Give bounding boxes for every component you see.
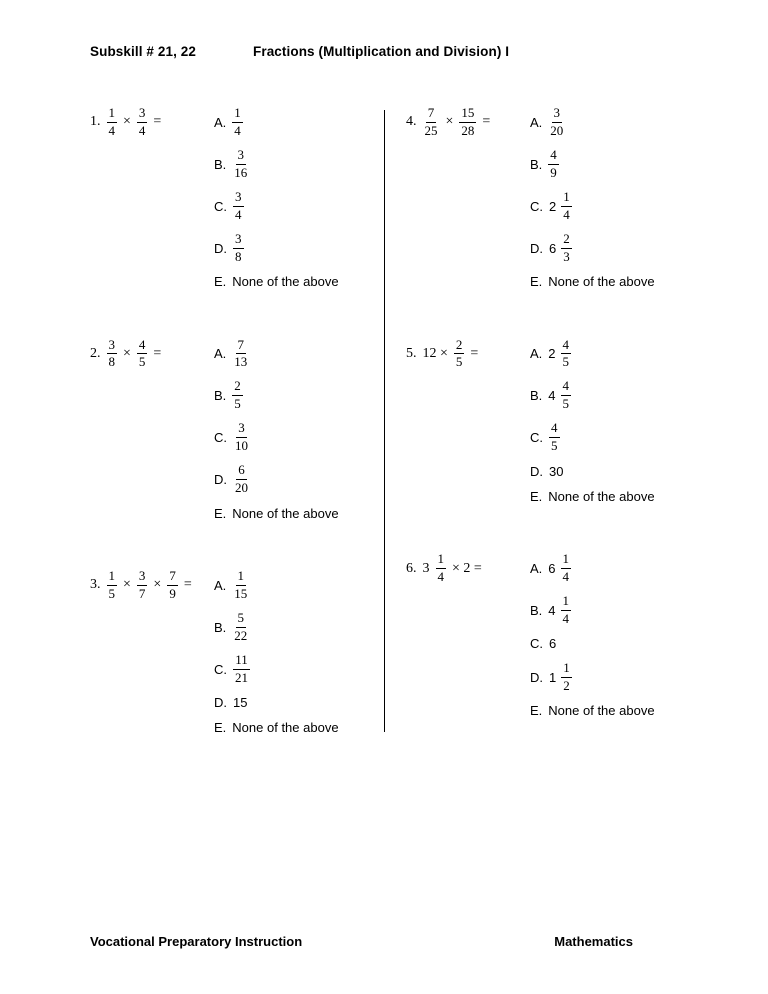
fraction-numerator: 7 — [426, 106, 437, 123]
fraction-denominator: 8 — [108, 354, 115, 370]
question-6 — [406, 552, 744, 719]
question-options — [530, 552, 655, 719]
fraction-numerator: 6 — [236, 463, 247, 480]
fraction-denominator: 5 — [455, 354, 463, 370]
option-value — [233, 190, 244, 223]
fraction-numerator: 1 — [107, 106, 118, 123]
footer-left-text: Vocational Preparatory Instruction — [90, 934, 303, 949]
fraction-numerator: 15 — [459, 106, 476, 123]
option-value — [548, 489, 654, 504]
option-label: A. — [530, 114, 543, 130]
answer-option — [530, 636, 655, 652]
fraction-denominator: 10 — [235, 438, 248, 454]
fraction-denominator: 5 — [562, 354, 570, 370]
answer-option — [530, 594, 655, 627]
answer-option — [214, 274, 339, 290]
option-label: B. — [530, 156, 543, 172]
option-value — [232, 106, 243, 139]
fraction-numerator: 1 — [107, 569, 118, 586]
fraction — [167, 569, 178, 602]
answer-option — [214, 421, 339, 454]
text-token: 12 × — [422, 345, 448, 361]
option-label: A. — [214, 346, 227, 362]
text-token: × — [123, 345, 131, 361]
option-value — [232, 720, 338, 735]
option-label: C. — [214, 198, 227, 214]
option-label: C. — [214, 430, 227, 446]
option-label: E. — [530, 274, 543, 289]
text-token: 15 — [233, 695, 248, 711]
page-title: Fractions (Multiplication and Division) I — [253, 44, 510, 59]
answer-option — [530, 379, 655, 412]
text-token: = — [183, 577, 192, 593]
fraction-numerator: 4 — [548, 148, 559, 165]
fraction — [561, 661, 572, 694]
option-label: C. — [214, 661, 227, 677]
fraction-denominator: 5 — [551, 438, 558, 454]
fraction-denominator: 4 — [108, 122, 115, 138]
text-token: × — [123, 577, 131, 593]
option-label: B. — [214, 388, 227, 404]
option-label: B. — [214, 619, 227, 635]
fraction-denominator: 20 — [550, 122, 564, 138]
answer-option — [530, 552, 655, 585]
questions-area — [90, 106, 744, 784]
question-expression — [406, 338, 530, 371]
text-token: 6 — [549, 636, 557, 652]
fraction-denominator: 5 — [108, 585, 115, 601]
option-value — [549, 232, 572, 265]
fraction — [561, 594, 572, 627]
fraction-denominator: 9 — [169, 585, 176, 601]
question-number: 3. — [90, 577, 101, 593]
option-value — [549, 661, 572, 694]
answer-option — [530, 274, 655, 290]
fraction-numerator: 4 — [561, 379, 572, 396]
page-header — [90, 44, 509, 59]
fraction-denominator: 13 — [234, 354, 248, 370]
fraction-numerator: 3 — [107, 338, 118, 355]
option-label: B. — [530, 602, 543, 618]
answer-option — [530, 106, 655, 139]
left-column — [90, 106, 384, 784]
fraction-numerator: 3 — [236, 421, 247, 438]
text-token: 2 — [548, 346, 556, 362]
answer-option — [530, 703, 655, 719]
fraction-denominator: 4 — [563, 206, 570, 222]
fraction-denominator: 4 — [234, 122, 241, 138]
fraction-numerator: 1 — [561, 190, 572, 207]
fraction-numerator: 2 — [232, 379, 243, 396]
text-token: None of the above — [548, 488, 655, 504]
fraction — [548, 148, 559, 181]
question-4 — [406, 106, 744, 290]
option-label: E. — [530, 488, 543, 504]
option-label: D. — [530, 240, 543, 256]
question-options — [530, 338, 655, 505]
text-token: 6 — [549, 240, 557, 256]
fraction — [561, 232, 572, 265]
question-expression — [406, 106, 530, 139]
option-value — [549, 190, 572, 223]
text-token: None of the above — [232, 720, 339, 736]
fraction — [561, 379, 572, 412]
fraction — [549, 421, 560, 454]
option-value — [548, 338, 571, 371]
question-options — [530, 106, 655, 290]
fraction-numerator: 3 — [233, 232, 244, 249]
fraction-denominator: 22 — [234, 627, 248, 643]
fraction-numerator: 1 — [561, 661, 572, 678]
answer-option — [530, 488, 655, 504]
question-expression — [90, 338, 214, 371]
option-value — [548, 594, 571, 627]
text-token: 6 — [548, 561, 556, 577]
option-value — [548, 106, 565, 139]
option-label: B. — [214, 156, 227, 172]
option-value — [232, 338, 249, 371]
fraction-numerator: 1 — [436, 552, 447, 569]
fraction — [232, 338, 249, 371]
fraction-denominator: 2 — [563, 677, 570, 693]
answer-option — [214, 338, 339, 371]
fraction-denominator: 25 — [424, 122, 438, 138]
text-token: = — [470, 345, 479, 361]
option-value — [232, 379, 243, 412]
fraction-numerator: 4 — [561, 338, 572, 355]
fraction-denominator: 5 — [234, 396, 241, 412]
question-expression — [406, 552, 530, 585]
option-label: D. — [214, 472, 227, 488]
question-number: 1. — [90, 114, 101, 130]
fraction-denominator: 9 — [550, 164, 557, 180]
option-value — [548, 148, 559, 181]
option-value — [548, 552, 571, 585]
fraction-denominator: 16 — [234, 164, 248, 180]
fraction-numerator: 3 — [236, 148, 247, 165]
fraction-numerator: 4 — [137, 338, 148, 355]
fraction — [232, 379, 243, 412]
text-token: = — [482, 114, 491, 130]
fraction-numerator: 3 — [137, 569, 148, 586]
option-label: E. — [214, 505, 227, 521]
fraction-denominator: 4 — [138, 122, 146, 138]
fraction — [107, 569, 118, 602]
fraction — [233, 653, 250, 686]
question-options — [214, 338, 339, 522]
answer-option — [214, 148, 339, 181]
question-5 — [406, 338, 744, 505]
question-2 — [90, 338, 384, 522]
fraction — [233, 421, 250, 454]
fraction — [233, 232, 244, 265]
option-value — [548, 274, 654, 289]
option-value — [232, 274, 338, 289]
option-value — [549, 421, 560, 454]
fraction-numerator: 3 — [137, 106, 148, 123]
option-value — [548, 703, 654, 718]
option-label: C. — [530, 636, 543, 652]
fraction-denominator: 21 — [235, 669, 248, 685]
fraction — [137, 569, 148, 602]
question-options — [214, 569, 339, 736]
answer-option — [214, 505, 339, 521]
option-value — [232, 611, 249, 644]
fraction — [233, 190, 244, 223]
text-token: None of the above — [548, 274, 655, 289]
fraction — [137, 106, 148, 139]
fraction — [561, 552, 572, 585]
fraction-numerator: 11 — [233, 653, 250, 670]
text-token: 4 — [548, 388, 556, 404]
fraction — [107, 106, 118, 139]
fraction — [548, 106, 565, 139]
fraction — [107, 338, 118, 371]
fraction-denominator: 8 — [235, 248, 242, 264]
option-value — [233, 695, 247, 710]
fraction-denominator: 4 — [437, 569, 444, 585]
question-number: 2. — [90, 345, 101, 361]
question-expression — [90, 106, 214, 139]
fraction — [232, 569, 249, 602]
fraction — [137, 338, 148, 371]
fraction-numerator: 7 — [167, 569, 178, 586]
question-1 — [90, 106, 384, 290]
answer-option — [214, 695, 339, 711]
fraction-numerator: 1 — [232, 106, 243, 123]
fraction-denominator: 3 — [563, 248, 570, 264]
option-label: D. — [214, 695, 227, 711]
subskill-label: Subskill # 21, 22 — [90, 44, 197, 59]
text-token: None of the above — [232, 505, 339, 521]
fraction-numerator: 3 — [552, 106, 563, 123]
option-label: B. — [530, 388, 543, 404]
option-value — [549, 636, 556, 651]
fraction — [233, 463, 250, 496]
fraction — [232, 611, 249, 644]
page-footer — [90, 934, 633, 949]
answer-option — [530, 190, 655, 223]
answer-option — [214, 720, 339, 736]
fraction-denominator: 28 — [461, 122, 475, 138]
option-label: D. — [530, 463, 543, 479]
option-label: D. — [214, 240, 227, 256]
question-options — [214, 106, 339, 290]
fraction-denominator: 4 — [562, 569, 570, 585]
option-label: A. — [214, 577, 227, 593]
option-label: C. — [530, 198, 543, 214]
option-value — [232, 569, 249, 602]
fraction-numerator: 1 — [561, 552, 572, 569]
fraction — [436, 552, 447, 585]
fraction — [561, 190, 572, 223]
option-value — [548, 379, 571, 412]
fraction-denominator: 4 — [235, 206, 242, 222]
answer-option — [214, 463, 339, 496]
option-label: E. — [530, 703, 543, 719]
text-token: 4 — [548, 602, 556, 618]
question-expression — [90, 569, 214, 602]
fraction-numerator: 1 — [561, 594, 572, 611]
answer-option — [214, 190, 339, 223]
fraction-denominator: 4 — [562, 610, 570, 626]
option-value — [232, 148, 249, 181]
option-label: D. — [530, 669, 543, 685]
question-3 — [90, 569, 384, 736]
fraction-numerator: 1 — [236, 569, 247, 586]
option-label: C. — [530, 430, 543, 446]
fraction — [232, 148, 249, 181]
text-token: 30 — [549, 463, 564, 479]
text-token: 1 — [549, 669, 557, 685]
answer-option — [530, 661, 655, 694]
answer-option — [530, 421, 655, 454]
option-value — [549, 464, 563, 479]
option-value — [233, 653, 250, 686]
option-label: A. — [530, 346, 543, 362]
answer-option — [214, 106, 339, 139]
fraction-denominator: 5 — [138, 354, 146, 370]
fraction-denominator: 15 — [234, 585, 248, 601]
text-token: None of the above — [232, 274, 339, 289]
fraction-numerator: 7 — [236, 338, 247, 355]
answer-option — [530, 338, 655, 371]
fraction-numerator: 3 — [233, 190, 244, 207]
option-value — [232, 506, 338, 521]
footer-right-text: Mathematics — [554, 934, 633, 949]
text-token: = — [153, 345, 162, 361]
text-token: × — [123, 114, 131, 130]
option-label: A. — [214, 114, 227, 130]
question-number: 4. — [406, 114, 417, 130]
answer-option — [214, 232, 339, 265]
fraction — [459, 106, 476, 139]
answer-option — [530, 148, 655, 181]
option-label: E. — [214, 274, 227, 289]
right-column — [384, 106, 744, 767]
question-number: 6. — [406, 560, 417, 576]
answer-option — [214, 653, 339, 686]
text-token: × 2 = — [452, 560, 482, 576]
question-number: 5. — [406, 345, 417, 361]
answer-option — [214, 611, 339, 644]
answer-option — [214, 379, 339, 412]
fraction — [454, 338, 465, 371]
option-value — [233, 421, 250, 454]
option-value — [233, 463, 250, 496]
text-token: × — [445, 114, 454, 130]
text-token: 3 — [422, 560, 430, 576]
option-label: A. — [530, 561, 543, 577]
fraction-numerator: 4 — [549, 421, 560, 438]
fraction — [561, 338, 572, 371]
fraction-denominator: 20 — [235, 480, 248, 496]
text-token: 2 — [549, 198, 557, 214]
fraction-numerator: 2 — [454, 338, 465, 355]
text-token: = — [153, 114, 162, 130]
answer-option — [530, 463, 655, 479]
fraction-denominator: 7 — [138, 585, 146, 601]
text-token: × — [153, 577, 162, 593]
text-token: None of the above — [548, 703, 655, 719]
option-label: E. — [214, 720, 227, 736]
answer-option — [214, 569, 339, 602]
fraction — [423, 106, 440, 139]
fraction — [232, 106, 243, 139]
fraction-denominator: 5 — [562, 396, 570, 412]
option-value — [233, 232, 244, 265]
fraction-numerator: 5 — [236, 611, 247, 628]
fraction-numerator: 2 — [561, 232, 572, 249]
answer-option — [530, 232, 655, 265]
